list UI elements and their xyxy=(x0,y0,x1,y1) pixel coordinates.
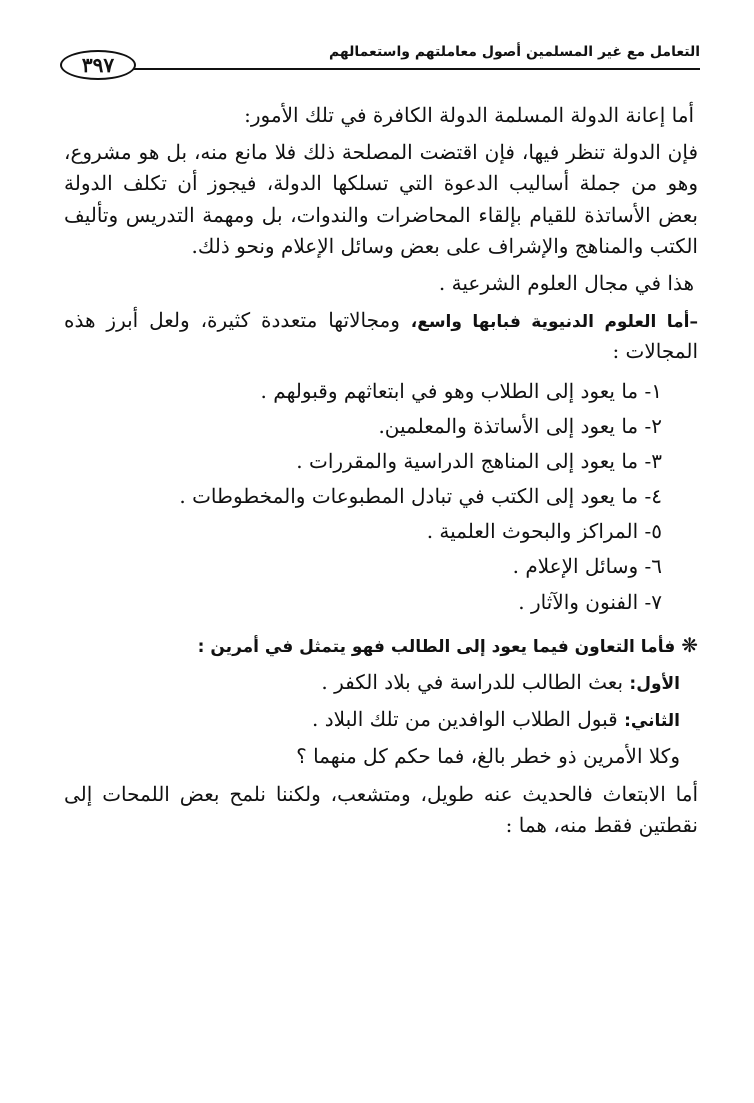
paragraph-sharia-sciences: هذا في مجال العلوم الشرعية . xyxy=(438,270,694,295)
paragraph-worldly-sciences xyxy=(64,305,698,367)
page-body xyxy=(64,100,698,841)
running-title: التعامل مع غير المسلمين أصول معاملتهم واستعمالهم xyxy=(328,44,700,60)
paragraph-both-matters: وكلا الأمرين ذو خطر بالغ، فما حكم كل منهما ؟ xyxy=(296,744,680,769)
fields-list xyxy=(64,376,698,618)
list-item: ٥- المراكز والبحوث العلمية . xyxy=(426,519,662,544)
page-number-badge xyxy=(60,50,136,80)
star-bullet-icon: ❋ xyxy=(681,632,698,657)
list-item: ٦- وسائل الإعلام . xyxy=(512,554,662,579)
paragraph-sending-abroad: أما الابتعاث فالحديث عنه طويل، ومتشعب، ولكننا نلمح بعض اللمحات إلى نقطتين فقط منه، هما : xyxy=(64,781,698,837)
student-cooperation-text: فأما التعاون فيما يعود إلى الطالب فهو يتمثل في أمرين : xyxy=(197,636,676,657)
header-rule xyxy=(134,68,700,70)
paragraph-state-view: فإن الدولة تنظر فيها، فإن اقتضت المصلحة ذلك فلا مانع منه، بل هو مشروع، وهو من جملة أساليب الدعوة التي تسلكها الدولة، فيجوز أن تكلف الدولة بعض الأساتذة للقيام بإلقاء المحاضرات والندوات، بل ومهمة التدريس وتأليف الكتب والمناهج والإشراف على بعض وسائل الإعلام ونحو ذلك. xyxy=(64,140,698,258)
second-matter-label: الثاني: xyxy=(624,711,680,732)
list-item: ٧- الفنون والآثار . xyxy=(518,589,662,614)
paragraph-student-cooperation xyxy=(64,630,698,661)
list-item: ٤- ما يعود إلى الكتب في تبادل المطبوعات والمخطوطات . xyxy=(179,484,662,509)
page-number: ٣٩٧ xyxy=(81,53,115,77)
paragraph-intro: أما إعانة الدولة المسلمة الدولة الكافرة في تلك الأمور: xyxy=(244,103,694,127)
worldly-sciences-lead: –أما العلوم الدنيوية فبابها واسع، xyxy=(410,312,698,333)
list-item: ٢- ما يعود إلى الأساتذة والمعلمين. xyxy=(378,413,662,438)
list-item: ٣- ما يعود إلى المناهج الدراسية والمقررات . xyxy=(296,448,662,473)
second-matter xyxy=(64,704,698,735)
first-matter-text: بعث الطالب للدراسة في بلاد الكفر . xyxy=(321,670,630,694)
second-matter-text: قبول الطلاب الوافدين من تلك البلاد . xyxy=(312,707,625,732)
first-matter xyxy=(64,667,698,698)
page-header xyxy=(60,40,700,84)
list-item: ١- ما يعود إلى الطلاب وهو في ابتعاثهم وقبولهم . xyxy=(260,378,662,403)
worldly-sciences-rest: ومجالاتها متعددة كثيرة، ولعل أبرز هذه المجالات : xyxy=(64,308,698,364)
first-matter-label: الأول: xyxy=(629,674,680,694)
